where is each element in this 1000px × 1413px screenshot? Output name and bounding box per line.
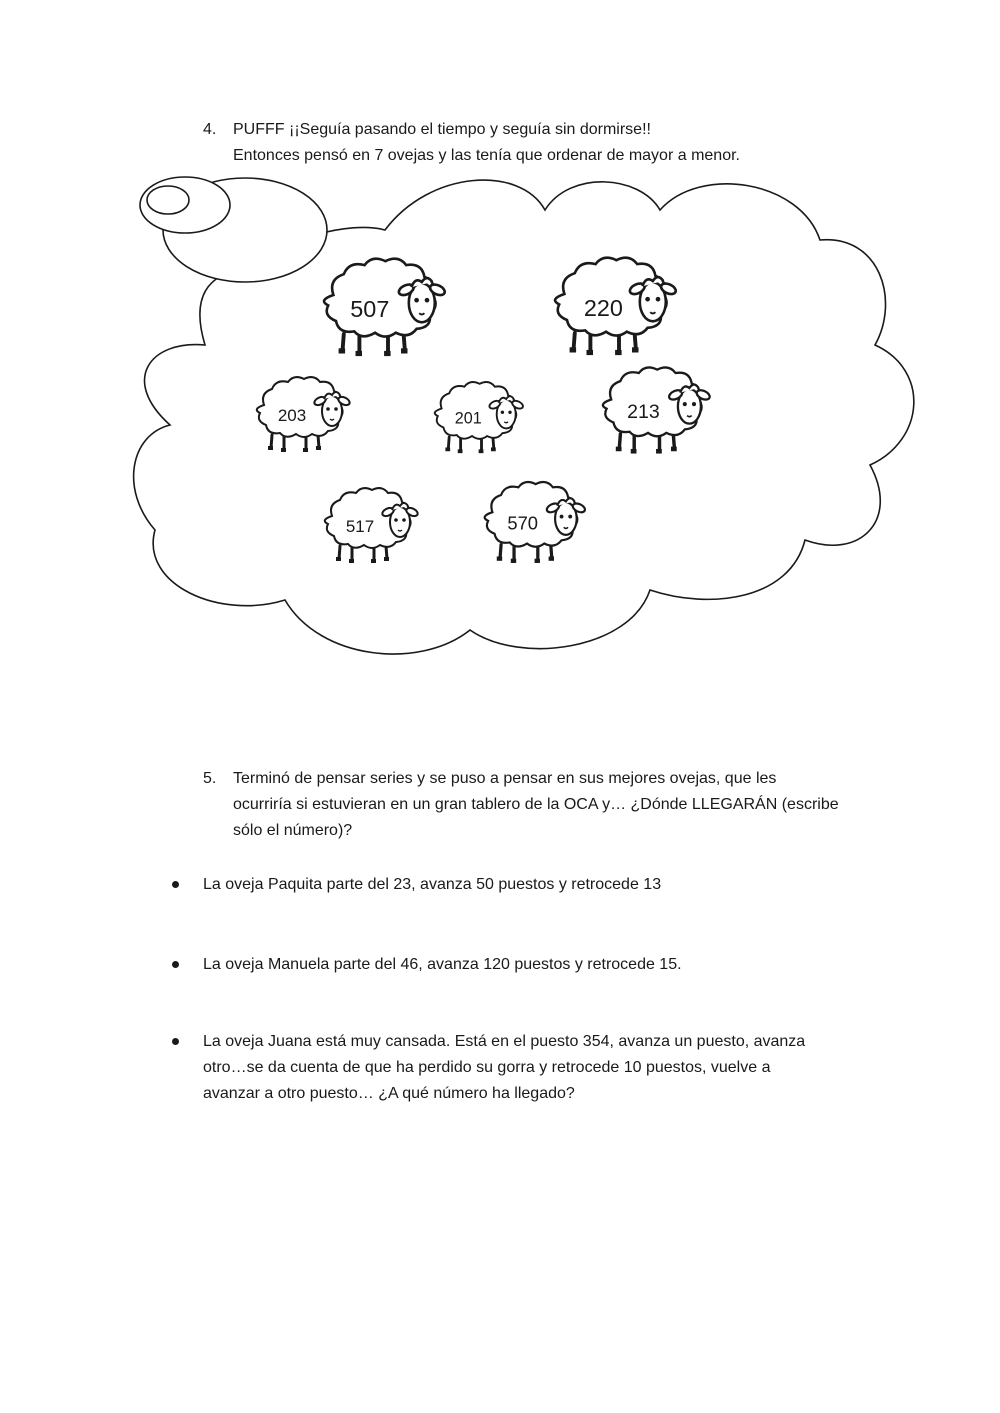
question-4-line-1: PUFFF ¡¡Seguía pasando el tiempo y seguía sin dormirse!!	[233, 121, 651, 138]
question-4-line-2: Entonces pensó en 7 ovejas y las tenía que ordenar de mayor a menor.	[233, 147, 740, 164]
sheep-number: 213	[627, 400, 660, 423]
question-5-line-3: sólo el número)?	[233, 822, 353, 839]
sheep-number: 570	[507, 512, 539, 534]
sheep-number: 201	[454, 409, 482, 428]
question-5-number: 5.	[203, 770, 217, 787]
bullet-text	[203, 872, 843, 898]
bullet-text	[203, 952, 843, 978]
bullet-text	[203, 1029, 843, 1107]
bullet-dot-icon	[172, 1038, 179, 1045]
sheep-number: 507	[350, 296, 390, 323]
thought-bubble-small	[147, 186, 189, 214]
bullet-line: La oveja Manuela parte del 46, avanza 120 puestos y retrocede 15.	[203, 956, 682, 973]
question-5-line-1: Terminó de pensar series y se puso a pensar en sus mejores ovejas, que les	[233, 770, 777, 787]
question-5-text	[233, 766, 839, 844]
bullet-line: otro…se da cuenta de que ha perdido su gorra y retrocede 10 puestos, vuelve a	[203, 1059, 771, 1076]
sheep-number: 220	[583, 295, 623, 322]
bullet-dot-icon	[172, 881, 179, 888]
bullet-dot-icon	[172, 961, 179, 968]
bullet-line: avanzar a otro puesto… ¿A qué número ha llegado?	[203, 1085, 575, 1102]
sheep-number: 517	[345, 517, 375, 536]
question-4-number: 4.	[203, 121, 217, 138]
sheep-number: 203	[277, 406, 307, 425]
bullet-line: La oveja Juana está muy cansada. Está en el puesto 354, avanza un puesto, avanza	[203, 1033, 806, 1050]
question-5-line-2: ocurriría si estuvieran en un gran tablero de la OCA y… ¿Dónde LLEGARÁN (escribe	[233, 796, 839, 813]
bullet-line: La oveja Paquita parte del 23, avanza 50 puestos y retrocede 13	[203, 876, 662, 893]
